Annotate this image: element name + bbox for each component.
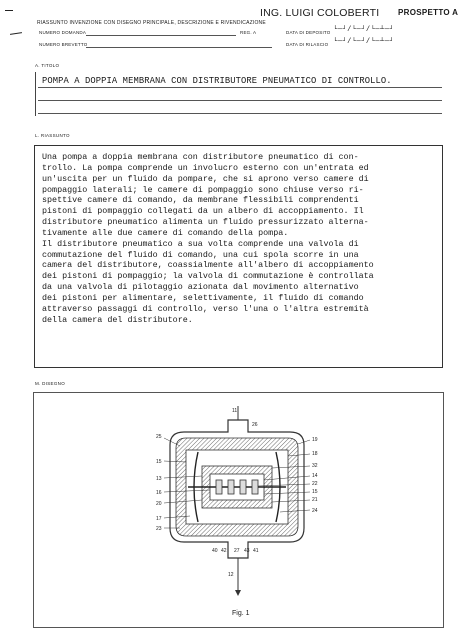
- svg-text:23: 23: [156, 526, 162, 532]
- svg-text:27: 27: [234, 548, 240, 554]
- svg-text:17: 17: [156, 516, 162, 522]
- svg-text:26: 26: [252, 422, 258, 428]
- svg-text:32: 32: [312, 463, 318, 469]
- title-line: [38, 87, 442, 88]
- reg-label: REG. A: [240, 30, 257, 35]
- svg-text:18: 18: [312, 451, 318, 457]
- svg-text:13: 13: [156, 476, 162, 482]
- abstract-text: Una pompa a doppia membrana con distributore pneumatico di con- trollo. La pompa comprende un involucro esterno con un'entrata ed un'uscita per un fluido da pompare, che si aprono verso camere di pompaggio laterali; le camere di pompaggio sono chiuse verso ri- spettive camere di comando, da membrane flessibili comprendenti pistoni di pompaggio collegati da un albero di accoppiamento. Il distributore pneumatico alimenta un fluido pressurizzato alterna- tivamente alle due camere di comando della pompa. Il distributore pneumatico a sua volta comprende una valvola di commutazione del fluido di comando, una cui spola scorre in una camera del distributore, coassialmente all'albero di accoppiamento dei pistoni di pompaggio; la valvola di commutazione è controllata da una valvola di pilotaggio azionata dal movimento alternativo dei pistoni per alimentare, selettivamente, il fluido di comando attraverso passaggi di controllo, verso l'una o l'altra estremità della camera del distributore.: [42, 152, 374, 325]
- form-summary-heading: RIASSUNTO INVENZIONE CON DISEGNO PRINCIPALE, DESCRIZIONE E RIVENDICAZIONE: [37, 20, 266, 26]
- svg-text:24: 24: [312, 508, 318, 514]
- svg-text:15: 15: [312, 489, 318, 495]
- svg-text:16: 16: [156, 490, 162, 496]
- data-rilascio-label: DATA DI RILASCIO: [286, 42, 329, 47]
- numero-domanda-field[interactable]: [86, 35, 236, 36]
- data-deposito-boxes[interactable]: └─┘/└─┘/└─┴─┘: [333, 26, 395, 34]
- section-l-label: L. RIASSUNTO: [35, 133, 70, 138]
- numero-brevetto-label: NUMERO BREVETTO: [39, 42, 88, 47]
- pump-drawing: [140, 400, 340, 600]
- section-a-label: A. TITOLO: [35, 63, 60, 68]
- data-rilascio-boxes[interactable]: └─┘/└─┘/└─┴─┘: [333, 38, 395, 46]
- svg-text:14: 14: [312, 473, 318, 479]
- svg-text:25: 25: [156, 434, 162, 440]
- title-line: [38, 100, 442, 101]
- company-name: ING. LUIGI COLOBERTI: [260, 7, 380, 19]
- svg-text:12: 12: [228, 572, 234, 578]
- svg-text:41: 41: [253, 548, 259, 554]
- prospetto-label: PROSPETTO A: [398, 8, 459, 17]
- svg-text:42: 42: [221, 548, 227, 554]
- svg-text:40: 40: [212, 548, 218, 554]
- invention-title: POMPA A DOPPIA MEMBRANA CON DISTRIBUTORE PNEUMATICO DI CONTROLLO.: [42, 76, 392, 86]
- title-line: [38, 113, 442, 114]
- section-m-label: M. DISEGNO: [35, 381, 66, 386]
- svg-text:19: 19: [312, 437, 318, 443]
- svg-text:43: 43: [244, 548, 250, 554]
- svg-text:20: 20: [156, 501, 162, 507]
- svg-text:11: 11: [232, 408, 238, 414]
- svg-text:22: 22: [312, 481, 318, 487]
- figure-caption: Fig. 1: [232, 610, 250, 617]
- numero-domanda-label: NUMERO DOMANDA: [39, 30, 87, 35]
- svg-text:21: 21: [312, 497, 318, 503]
- numero-brevetto-field[interactable]: [86, 47, 272, 48]
- svg-text:15: 15: [156, 459, 162, 465]
- margin-mark: [5, 10, 13, 11]
- margin-mark: [10, 32, 22, 35]
- data-deposito-label: DATA DI DEPOSITO: [286, 30, 331, 35]
